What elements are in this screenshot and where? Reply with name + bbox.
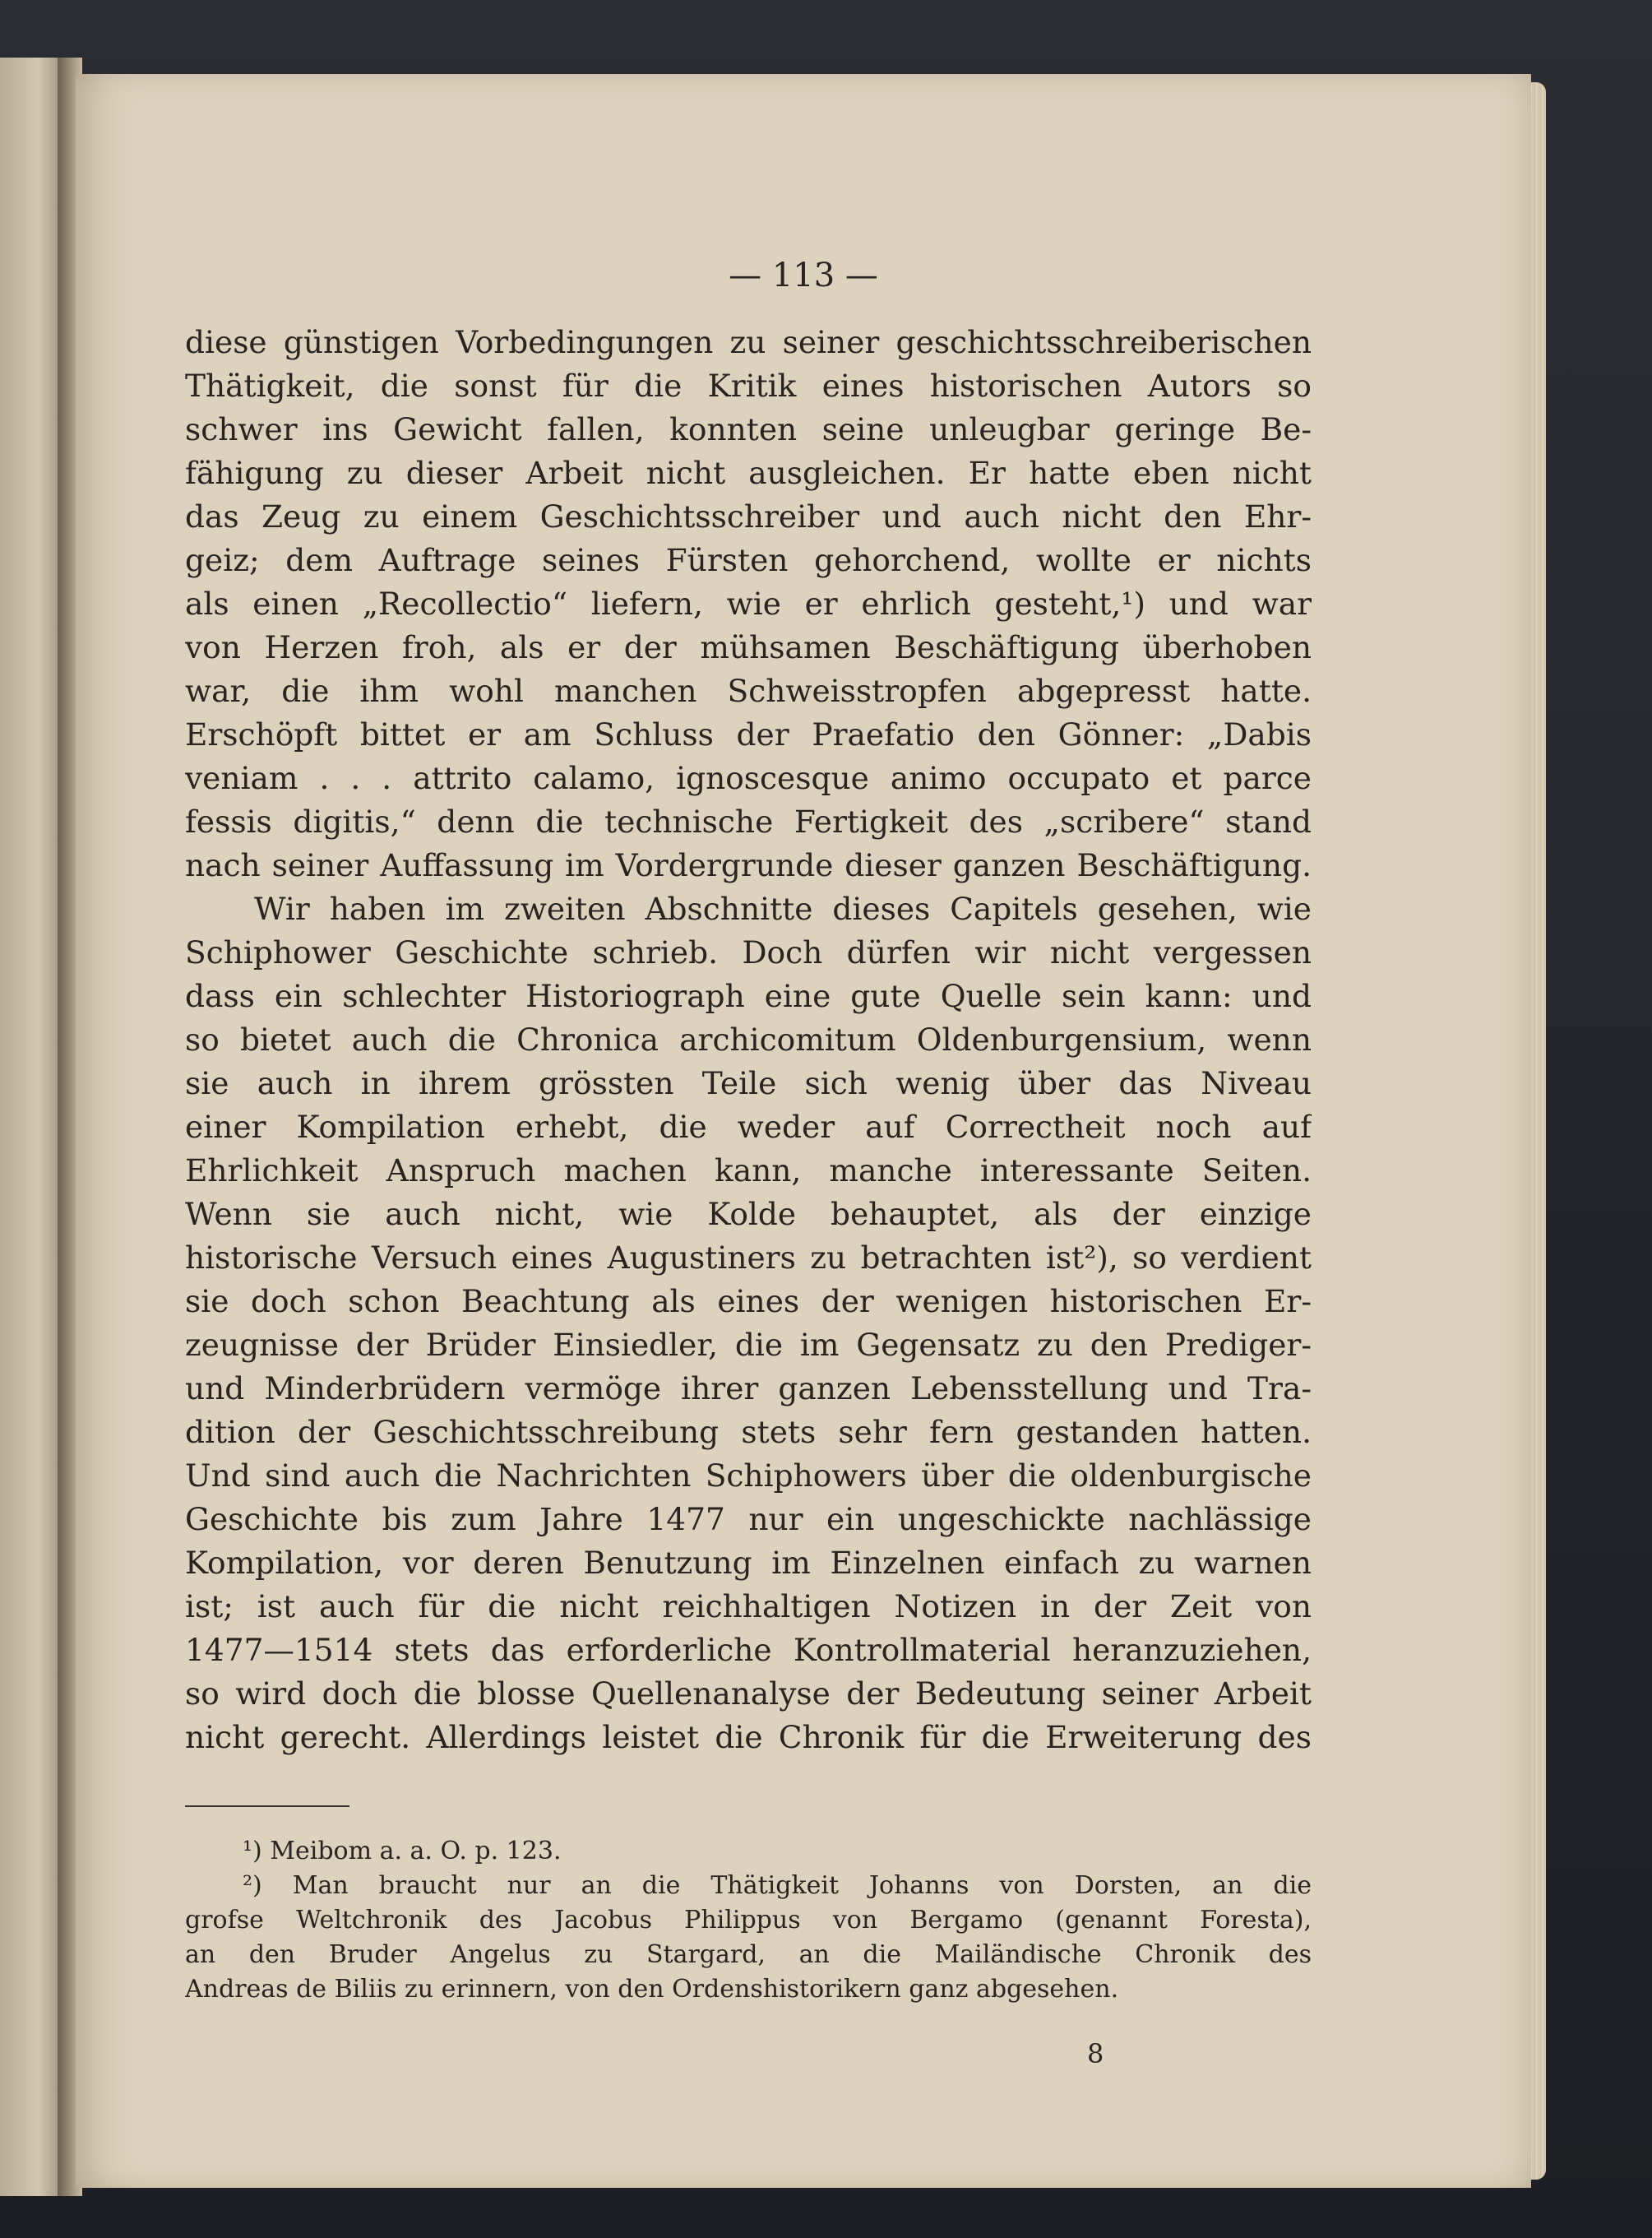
text-line: zeugnisse der Brüder Einsiedler, die im Gegensatz zu den Prediger- bbox=[185, 1327, 1312, 1363]
text-line: von Herzen froh, als er der mühsamen Beschäftigung überhoben bbox=[185, 629, 1312, 665]
text-line: das Zeug zu einem Geschichtsschreiber und auch nicht den Ehr- bbox=[185, 498, 1312, 535]
text-line: fähigung zu dieser Arbeit nicht ausgleichen. Er hatte eben nicht bbox=[185, 455, 1312, 491]
text-line: geiz; dem Auftrage seines Fürsten gehorchend, wollte er nichts bbox=[185, 542, 1312, 578]
text-line: als einen „Recollectio“ liefern, wie er ehrlich gesteht,¹) und war bbox=[185, 586, 1312, 622]
text-line: nach seiner Auffassung im Vordergrunde dieser ganzen Beschäftigung. bbox=[185, 847, 1312, 883]
text-line: und Minderbrüdern vermöge ihrer ganzen Lebensstellung und Tra- bbox=[185, 1370, 1312, 1406]
footnote-divider bbox=[185, 1805, 349, 1807]
footnote-line: ¹) Meibom a. a. O. p. 123. bbox=[243, 1837, 562, 1865]
text-line: Wir haben im zweiten Abschnitte dieses Capitels gesehen, wie bbox=[254, 891, 1312, 927]
text-line: war, die ihm wohl manchen Schweisstropfen abgepresst hatte. bbox=[185, 673, 1312, 709]
text-line: sie auch in ihrem grössten Teile sich wenig über das Niveau bbox=[185, 1065, 1312, 1101]
text-line: schwer ins Gewicht fallen, konnten seine unleugbar geringe Be- bbox=[185, 411, 1312, 447]
footnote-line: an den Bruder Angelus zu Stargard, an die Mailändische Chronik des bbox=[185, 1940, 1312, 1969]
text-line: so bietet auch die Chronica archicomitum Oldenburgensium, wenn bbox=[185, 1022, 1312, 1058]
footnote-line: grofse Weltchronik des Jacobus Philippus von Bergamo (genannt Foresta), bbox=[185, 1906, 1312, 1935]
text-line: Kompilation, vor deren Benutzung im Einzelnen einfach zu warnen bbox=[185, 1545, 1312, 1581]
text-line: Wenn sie auch nicht, wie Kolde behauptet, als der einzige bbox=[185, 1196, 1312, 1232]
footnote-line: ²) Man braucht nur an die Thätigkeit Johanns von Dorsten, an die bbox=[243, 1871, 1312, 1900]
text-line: dition der Geschichtsschreibung stets sehr fern gestanden hatten. bbox=[185, 1414, 1312, 1450]
text-line: Ehrlichkeit Anspruch machen kann, manche interessante Seiten. bbox=[185, 1152, 1312, 1189]
text-line: nicht gerecht. Allerdings leistet die Chronik für die Erweiterung des bbox=[185, 1719, 1312, 1755]
text-line: 1477—1514 stets das erforderliche Kontrollmaterial heranzuziehen, bbox=[185, 1632, 1312, 1668]
text-line: historische Versuch eines Augustiners zu betrachten ist²), so verdient bbox=[185, 1239, 1312, 1276]
text-line: fessis digitis,“ denn die technische Fertigkeit des „scribere“ stand bbox=[185, 804, 1312, 840]
text-line: Und sind auch die Nachrichten Schiphowers über die oldenburgische bbox=[185, 1457, 1312, 1494]
text-line: so wird doch die blosse Quellenanalyse der Bedeutung seiner Arbeit bbox=[185, 1675, 1312, 1712]
text-line: dass ein schlechter Historiograph eine gute Quelle sein kann: und bbox=[185, 978, 1312, 1014]
footnote-line: Andreas de Biliis zu erinnern, von den Ordenshistorikern ganz abgesehen. bbox=[185, 1975, 1119, 2004]
text-line: diese günstigen Vorbedingungen zu seiner geschichtsschreiberischen bbox=[185, 324, 1312, 360]
body-text bbox=[185, 321, 1312, 1759]
page-header: — 113 — bbox=[729, 257, 878, 294]
text-line: Schiphower Geschichte schrieb. Doch dürfen wir nicht vergessen bbox=[185, 934, 1312, 971]
text-line: Geschichte bis zum Jahre 1477 nur ein ungeschickte nachlässige bbox=[185, 1501, 1312, 1537]
text-line: ist; ist auch für die nicht reichhaltigen Notizen in der Zeit von bbox=[185, 1588, 1312, 1624]
left-page-edge bbox=[0, 58, 64, 2196]
text-line: veniam . . . attrito calamo, ignoscesque animo occupato et parce bbox=[185, 760, 1312, 796]
text-line: Thätigkeit, die sonst für die Kritik eines historischen Autors so bbox=[185, 368, 1312, 404]
footnotes bbox=[185, 1834, 1312, 2007]
text-line: Erschöpft bittet er am Schluss der Praefatio den Gönner: „Dabis bbox=[185, 716, 1312, 753]
text-line: sie doch schon Beachtung als eines der wenigen historischen Er- bbox=[185, 1283, 1312, 1319]
book-page bbox=[76, 74, 1531, 2188]
text-line: einer Kompilation erhebt, die weder auf Correctheit noch auf bbox=[185, 1109, 1312, 1145]
signature-mark: 8 bbox=[1087, 2038, 1104, 2069]
